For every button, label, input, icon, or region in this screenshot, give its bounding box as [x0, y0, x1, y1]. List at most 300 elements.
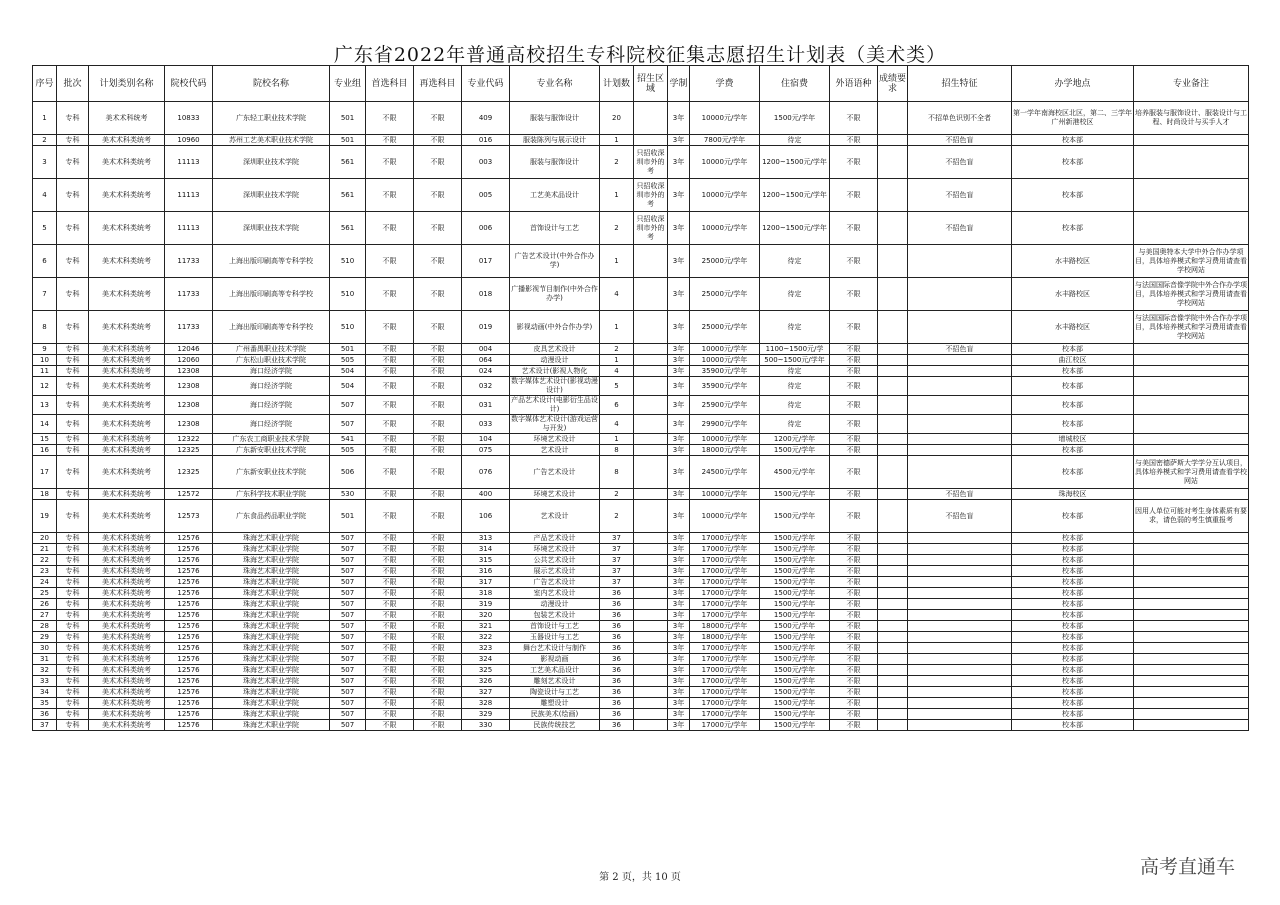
table-cell: 11113: [165, 179, 213, 212]
table-cell: 美术术科类统考: [89, 396, 165, 415]
table-cell: 12576: [165, 533, 213, 544]
table-cell: 507: [330, 632, 366, 643]
table-cell: [878, 566, 908, 577]
table-cell: 不限: [366, 278, 414, 311]
table-cell: 不限: [830, 566, 878, 577]
table-cell: 12325: [165, 445, 213, 456]
table-cell: 507: [330, 676, 366, 687]
table-cell: 专科: [57, 643, 89, 654]
table-cell: 广东食品药品职业学院: [213, 500, 330, 533]
table-cell: 不限: [830, 377, 878, 396]
table-cell: 400: [462, 489, 510, 500]
table-cell: [878, 698, 908, 709]
table-cell: 海口经济学院: [213, 366, 330, 377]
table-cell: 1: [600, 355, 634, 366]
table-cell: 不限: [414, 698, 462, 709]
table-cell: 10000元/学年: [690, 344, 760, 355]
table-cell: 37: [33, 720, 57, 731]
table-cell: [908, 396, 1012, 415]
table-cell: 12576: [165, 610, 213, 621]
table-cell: [1134, 212, 1249, 245]
table-cell: 006: [462, 212, 510, 245]
table-cell: 3年: [668, 610, 690, 621]
table-cell: 3年: [668, 698, 690, 709]
table-cell: 珠海艺术职业学院: [213, 599, 330, 610]
table-cell: [878, 396, 908, 415]
table-cell: 不限: [414, 709, 462, 720]
table-cell: 珠海艺术职业学院: [213, 632, 330, 643]
table-cell: 10000元/学年: [690, 146, 760, 179]
table-cell: 12576: [165, 676, 213, 687]
column-header: 学费: [690, 66, 760, 102]
table-cell: 1500元/学年: [760, 566, 830, 577]
table-cell: 12576: [165, 544, 213, 555]
table-cell: 不限: [830, 366, 878, 377]
brand-watermark: 高考直通车: [1140, 856, 1236, 878]
table-cell: 专科: [57, 687, 89, 698]
table-cell: [1134, 396, 1249, 415]
table-cell: 专科: [57, 456, 89, 489]
table-cell: 珠海艺术职业学院: [213, 676, 330, 687]
table-cell: [634, 102, 668, 135]
table-cell: 18000元/学年: [690, 632, 760, 643]
table-cell: [908, 687, 1012, 698]
table-cell: 033: [462, 415, 510, 434]
table-cell: 4: [33, 179, 57, 212]
table-cell: 不限: [414, 179, 462, 212]
table-cell: [908, 654, 1012, 665]
table-cell: 1500元/学年: [760, 500, 830, 533]
table-row: [33, 489, 1249, 500]
table-cell: [908, 566, 1012, 577]
table-cell: [878, 599, 908, 610]
table-cell: 1200~1500元/学年: [760, 179, 830, 212]
table-cell: 3年: [668, 500, 690, 533]
table-cell: 20: [600, 102, 634, 135]
table-cell: 不限: [366, 709, 414, 720]
table-cell: 不限: [414, 396, 462, 415]
table-cell: 专科: [57, 135, 89, 146]
table-cell: 专科: [57, 599, 89, 610]
table-cell: 005: [462, 179, 510, 212]
table-cell: 3: [33, 146, 57, 179]
table-cell: 11733: [165, 278, 213, 311]
table-cell: 不限: [830, 355, 878, 366]
table-cell: 3年: [668, 599, 690, 610]
table-cell: [878, 687, 908, 698]
table-cell: 不限: [366, 643, 414, 654]
page-footer: 第 2 页，共 10 页: [599, 872, 681, 883]
table-cell: 17000元/学年: [690, 610, 760, 621]
table-cell: 不限: [414, 610, 462, 621]
table-cell: 珠海艺术职业学院: [213, 533, 330, 544]
table-cell: [908, 377, 1012, 396]
table-cell: 不限: [414, 632, 462, 643]
table-cell: 不限: [830, 396, 878, 415]
table-cell: 327: [462, 687, 510, 698]
table-cell: 3年: [668, 445, 690, 456]
table-cell: 珠海艺术职业学院: [213, 698, 330, 709]
table-cell: 不限: [830, 533, 878, 544]
table-cell: 12576: [165, 665, 213, 676]
table-cell: [908, 544, 1012, 555]
table-cell: 专科: [57, 489, 89, 500]
table-cell: 13: [33, 396, 57, 415]
table-cell: 专科: [57, 665, 89, 676]
table-cell: 12: [33, 377, 57, 396]
table-row: [33, 135, 1249, 146]
table-cell: 待定: [760, 245, 830, 278]
table-cell: 不限: [414, 311, 462, 344]
table-cell: 10000元/学年: [690, 102, 760, 135]
table-cell: 36: [600, 654, 634, 665]
table-cell: 18000元/学年: [690, 621, 760, 632]
table-cell: 不限: [830, 654, 878, 665]
table-cell: 珠海艺术职业学院: [213, 687, 330, 698]
table-cell: 1500元/学年: [760, 445, 830, 456]
table-cell: 不招色盲: [908, 212, 1012, 245]
table-cell: 第一学年南海校区北区，第二、三学年广州新港校区: [1012, 102, 1134, 135]
table-cell: [878, 555, 908, 566]
table-cell: 15: [33, 434, 57, 445]
table-row: [33, 456, 1249, 489]
table-cell: [908, 610, 1012, 621]
table-cell: [908, 278, 1012, 311]
table-cell: 美术术科类统考: [89, 555, 165, 566]
table-cell: 3年: [668, 311, 690, 344]
table-cell: 1200~1500元/学年: [760, 146, 830, 179]
table-row: [33, 566, 1249, 577]
table-cell: 507: [330, 709, 366, 720]
table-cell: 校本部: [1012, 588, 1134, 599]
table-cell: [1134, 544, 1249, 555]
table-cell: 10000元/学年: [690, 489, 760, 500]
table-cell: [1134, 179, 1249, 212]
table-cell: [878, 434, 908, 445]
table-cell: 1500元/学年: [760, 544, 830, 555]
table-cell: 深圳职业技术学院: [213, 146, 330, 179]
table-cell: 不限: [414, 245, 462, 278]
table-cell: 不限: [830, 245, 878, 278]
table-cell: 11733: [165, 245, 213, 278]
table-cell: 不限: [414, 366, 462, 377]
table-cell: 3年: [668, 102, 690, 135]
table-cell: 美术术科类统考: [89, 212, 165, 245]
table-cell: 019: [462, 311, 510, 344]
table-cell: 1500元/学年: [760, 720, 830, 731]
table-cell: 2: [600, 344, 634, 355]
table-cell: 24500元/学年: [690, 456, 760, 489]
table-cell: 不限: [414, 355, 462, 366]
table-cell: 12576: [165, 555, 213, 566]
table-cell: 3年: [668, 355, 690, 366]
table-cell: [634, 654, 668, 665]
table-cell: 12325: [165, 456, 213, 489]
table-cell: 与法国国际音像学院中外合作办学项目，具体培养模式和学习费用请查看学校网站: [1134, 311, 1249, 344]
table-cell: 12576: [165, 599, 213, 610]
column-header: 专业组: [330, 66, 366, 102]
table-cell: 12046: [165, 344, 213, 355]
table-cell: 海口经济学院: [213, 396, 330, 415]
table-cell: 1: [600, 311, 634, 344]
table-cell: 3年: [668, 489, 690, 500]
table-cell: 328: [462, 698, 510, 709]
table-cell: 珠海艺术职业学院: [213, 643, 330, 654]
table-cell: 506: [330, 456, 366, 489]
table-cell: 33: [33, 676, 57, 687]
table-cell: 10000元/学年: [690, 500, 760, 533]
table-cell: 003: [462, 146, 510, 179]
table-cell: 不限: [366, 396, 414, 415]
table-cell: 广州番禺职业技术学院: [213, 344, 330, 355]
table-cell: 017: [462, 245, 510, 278]
table-cell: 校本部: [1012, 396, 1134, 415]
table-cell: 校本部: [1012, 377, 1134, 396]
table-cell: 36: [600, 709, 634, 720]
table-cell: 与美国奥特本大学中外合作办学项目，具体培养模式和学习费用请查看学校网站: [1134, 245, 1249, 278]
table-cell: 507: [330, 610, 366, 621]
table-row: [33, 533, 1249, 544]
table-cell: 专科: [57, 610, 89, 621]
table-cell: 珠海艺术职业学院: [213, 588, 330, 599]
table-cell: 专科: [57, 344, 89, 355]
table-row: [33, 344, 1249, 355]
table-cell: 12576: [165, 577, 213, 588]
table-cell: [878, 709, 908, 720]
column-header: 住宿费: [760, 66, 830, 102]
table-row: [33, 599, 1249, 610]
table-cell: [634, 377, 668, 396]
table-cell: [1134, 577, 1249, 588]
table-row: [33, 676, 1249, 687]
table-cell: 不招色盲: [908, 500, 1012, 533]
table-cell: 校本部: [1012, 643, 1134, 654]
table-cell: [878, 278, 908, 311]
table-cell: [878, 102, 908, 135]
table-cell: 25900元/学年: [690, 396, 760, 415]
table-cell: 校本部: [1012, 566, 1134, 577]
table-cell: 不限: [830, 179, 878, 212]
table-row: [33, 445, 1249, 456]
table-cell: 不限: [366, 621, 414, 632]
table-cell: [878, 456, 908, 489]
table-cell: 530: [330, 489, 366, 500]
table-cell: 032: [462, 377, 510, 396]
table-cell: [878, 720, 908, 731]
table-cell: 校本部: [1012, 146, 1134, 179]
table-cell: 培养服装与服饰设计、服装设计与工程、时尚设计与买手人才: [1134, 102, 1249, 135]
table-cell: 031: [462, 396, 510, 415]
table-cell: 3年: [668, 665, 690, 676]
table-cell: 12308: [165, 396, 213, 415]
table-cell: 美术术科类统考: [89, 577, 165, 588]
table-cell: 3年: [668, 577, 690, 588]
table-row: [33, 621, 1249, 632]
table-cell: [634, 555, 668, 566]
table-cell: 专科: [57, 720, 89, 731]
table-cell: 3年: [668, 676, 690, 687]
table-cell: [634, 687, 668, 698]
table-cell: 不限: [366, 245, 414, 278]
table-cell: [878, 643, 908, 654]
table-cell: 7800元/学年: [690, 135, 760, 146]
column-header: 专业备注: [1134, 66, 1249, 102]
table-cell: 6: [33, 245, 57, 278]
table-cell: 507: [330, 643, 366, 654]
table-cell: [908, 533, 1012, 544]
table-cell: [878, 621, 908, 632]
table-cell: 104: [462, 434, 510, 445]
table-cell: 待定: [760, 366, 830, 377]
table-cell: 不限: [366, 500, 414, 533]
table-cell: [908, 621, 1012, 632]
table-cell: 321: [462, 621, 510, 632]
table-cell: 校本部: [1012, 665, 1134, 676]
table-cell: 陶瓷设计与工艺: [510, 687, 600, 698]
table-cell: 不限: [414, 500, 462, 533]
table-row: [33, 588, 1249, 599]
table-row: [33, 366, 1249, 377]
table-cell: 专科: [57, 555, 89, 566]
table-cell: 6: [600, 396, 634, 415]
table-cell: [1134, 566, 1249, 577]
table-cell: 507: [330, 720, 366, 731]
table-cell: 专科: [57, 544, 89, 555]
table-cell: 1500元/学年: [760, 610, 830, 621]
table-cell: 影视动画(中外合作办学): [510, 311, 600, 344]
table-cell: 320: [462, 610, 510, 621]
table-cell: [1134, 415, 1249, 434]
table-cell: 专科: [57, 377, 89, 396]
table-cell: 不限: [366, 434, 414, 445]
table-cell: 专科: [57, 102, 89, 135]
table-cell: 1500元/学年: [760, 599, 830, 610]
table-cell: 1500元/学年: [760, 621, 830, 632]
table-cell: 11: [33, 366, 57, 377]
table-cell: 17000元/学年: [690, 709, 760, 720]
table-cell: 3年: [668, 146, 690, 179]
table-cell: 不限: [830, 709, 878, 720]
table-cell: 专科: [57, 445, 89, 456]
table-cell: 36: [600, 599, 634, 610]
table-cell: 珠海艺术职业学院: [213, 709, 330, 720]
table-row: [33, 720, 1249, 731]
table-cell: 不限: [414, 146, 462, 179]
table-cell: 1: [600, 434, 634, 445]
table-cell: 不限: [830, 311, 878, 344]
table-cell: [634, 643, 668, 654]
table-cell: [878, 489, 908, 500]
table-cell: 校本部: [1012, 544, 1134, 555]
table-cell: 不限: [414, 687, 462, 698]
table-cell: 美术术科统考: [89, 102, 165, 135]
table-cell: 广播影视节目制作(中外合作办学): [510, 278, 600, 311]
table-cell: 只招收深圳市外的考: [634, 212, 668, 245]
column-header: 学制: [668, 66, 690, 102]
table-cell: [1134, 533, 1249, 544]
table-cell: 507: [330, 555, 366, 566]
table-cell: 504: [330, 377, 366, 396]
table-cell: 不限: [830, 632, 878, 643]
table-cell: 不限: [414, 643, 462, 654]
table-cell: [878, 654, 908, 665]
table-cell: 校本部: [1012, 621, 1134, 632]
table-cell: 不限: [366, 489, 414, 500]
table-cell: 美术术科类统考: [89, 643, 165, 654]
table-cell: 36: [600, 676, 634, 687]
table-cell: 专科: [57, 146, 89, 179]
table-cell: 17: [33, 456, 57, 489]
table-cell: 深圳职业技术学院: [213, 179, 330, 212]
table-cell: [634, 720, 668, 731]
table-cell: 2: [33, 135, 57, 146]
table-cell: 校本部: [1012, 415, 1134, 434]
table-cell: 校本部: [1012, 212, 1134, 245]
table-cell: [634, 632, 668, 643]
table-cell: [878, 610, 908, 621]
table-cell: 不限: [830, 687, 878, 698]
table-cell: 507: [330, 698, 366, 709]
table-cell: 27: [33, 610, 57, 621]
table-cell: 1500元/学年: [760, 643, 830, 654]
table-cell: 3年: [668, 377, 690, 396]
table-cell: [1134, 434, 1249, 445]
table-cell: 18000元/学年: [690, 445, 760, 456]
table-cell: [1134, 654, 1249, 665]
table-cell: 校本部: [1012, 344, 1134, 355]
table-cell: [634, 135, 668, 146]
table-cell: 12573: [165, 500, 213, 533]
table-cell: [878, 344, 908, 355]
table-cell: [1134, 698, 1249, 709]
table-cell: 校本部: [1012, 610, 1134, 621]
table-cell: 动漫设计: [510, 355, 600, 366]
table-cell: 25: [33, 588, 57, 599]
table-cell: 水丰路校区: [1012, 278, 1134, 311]
table-cell: [634, 698, 668, 709]
table-cell: 507: [330, 544, 366, 555]
table-cell: 不限: [414, 456, 462, 489]
table-cell: 美术术科类统考: [89, 135, 165, 146]
table-cell: 26: [33, 599, 57, 610]
table-cell: 28: [33, 621, 57, 632]
table-cell: 广告艺术设计: [510, 577, 600, 588]
table-cell: 36: [33, 709, 57, 720]
table-cell: 美术术科类统考: [89, 654, 165, 665]
table-row: [33, 544, 1249, 555]
table-cell: 不限: [414, 566, 462, 577]
table-cell: 珠海艺术职业学院: [213, 566, 330, 577]
table-cell: 11733: [165, 311, 213, 344]
table-cell: 校本部: [1012, 599, 1134, 610]
column-header: 首选科目: [366, 66, 414, 102]
table-cell: 501: [330, 102, 366, 135]
table-cell: 海口经济学院: [213, 415, 330, 434]
table-cell: 37: [600, 577, 634, 588]
table-cell: 不限: [366, 588, 414, 599]
table-cell: 1500元/学年: [760, 102, 830, 135]
table-cell: 12572: [165, 489, 213, 500]
table-cell: 12322: [165, 434, 213, 445]
table-cell: 37: [600, 533, 634, 544]
table-cell: 1: [600, 179, 634, 212]
table-row: [33, 687, 1249, 698]
table-cell: 3年: [668, 456, 690, 489]
table-cell: 美术术科类统考: [89, 709, 165, 720]
table-cell: 12576: [165, 566, 213, 577]
table-cell: 不限: [414, 445, 462, 456]
table-cell: 3年: [668, 588, 690, 599]
